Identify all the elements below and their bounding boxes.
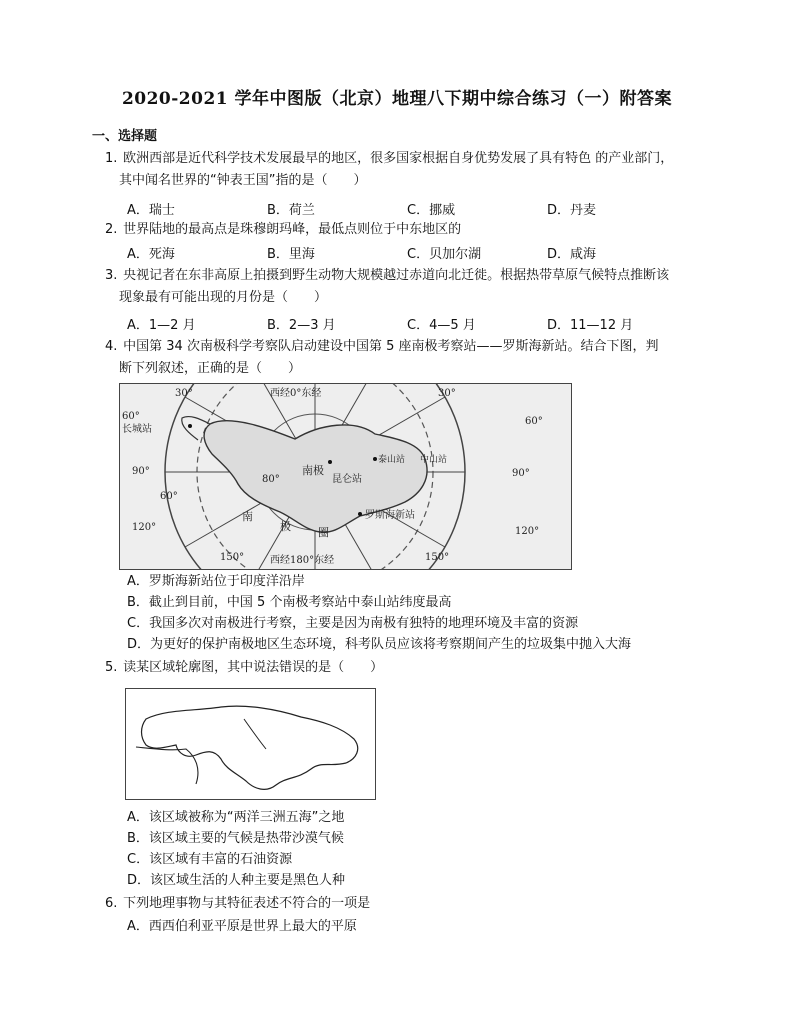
option[interactable]: D．该区域生活的人种主要是黑色人种 [127, 873, 346, 888]
question-text: 央视记者在东非高原上拍摄到野生动物大规模越过赤道向北迁徙。根据热带草原气候特点推断该 [123, 268, 670, 283]
circle-label: 圈 [318, 526, 329, 539]
question-number: 1. [105, 151, 118, 166]
question-text-cont: 断下列叙述，正确的是（ ） [119, 361, 302, 376]
option[interactable]: D．咸海 [547, 247, 597, 262]
option[interactable]: A．1—2 月 [127, 318, 196, 333]
option[interactable]: B．截止到目前，中国 5 个南极考察站中泰山站纬度最高 [127, 595, 452, 610]
question-text: 欧洲西部是近代科学技术发展最早的地区，很多国家根据自身优势发展了具有特色 的产业部门， [123, 151, 674, 166]
option[interactable]: C．该区域有丰富的石油资源 [127, 852, 293, 867]
question-number: 5. [105, 660, 118, 675]
option[interactable]: A．该区域被称为“两洋三洲五海”之地 [127, 810, 345, 825]
question-3 [105, 265, 715, 309]
option[interactable]: A．西西伯利亚平原是世界上最大的平原 [127, 919, 357, 934]
circle-label: 极 [280, 520, 291, 533]
option[interactable]: D．为更好的保护南极地区生态环境，科考队员应该将考察期间产生的垃圾集中抛入大海 [127, 637, 632, 652]
longitude-label: 90° [512, 468, 530, 479]
longitude-label: 30° [438, 388, 456, 399]
longitude-label: 60° [160, 491, 178, 502]
latitude-label: 80° [262, 474, 280, 485]
question-text-cont: 其中闻名世界的“钟表王国”指的是（ ） [119, 173, 367, 188]
station-dot [188, 424, 192, 428]
option[interactable]: C．挪威 [407, 203, 456, 218]
station-dot [328, 460, 332, 464]
question-2 [105, 219, 715, 241]
option[interactable]: B．2—3 月 [267, 318, 336, 333]
station-label: 昆仑站 [332, 474, 362, 485]
station-label: 泰山站 [378, 455, 406, 465]
options-3 [127, 314, 687, 334]
options-6 [127, 916, 357, 937]
question-text-cont: 现象最有可能出现的月份是（ ） [119, 290, 328, 305]
option[interactable]: B．该区域主要的气候是热带沙漠气候 [127, 831, 344, 846]
question-text: 世界陆地的最高点是珠穆朗玛峰，最低点则位于中东地区的 [123, 222, 462, 237]
option[interactable]: C．贝加尔湖 [407, 247, 482, 262]
option[interactable]: A．罗斯海新站位于印度洋沿岸 [127, 574, 305, 589]
question-number: 2. [105, 222, 118, 237]
question-text: 下列地理事物与其特征表述不符合的一项是 [123, 896, 371, 911]
longitude-label: 30° [175, 388, 193, 399]
region-outline [142, 706, 358, 789]
station-dot [358, 512, 362, 516]
longitude-label: 60° [525, 416, 543, 427]
longitude-label: 150° [220, 552, 245, 563]
option[interactable]: B．荷兰 [267, 203, 315, 218]
options-4 [127, 571, 631, 655]
page-title: 2020-2021 学年中图版（北京）地理八下期中综合练习（一）附答案 [121, 89, 673, 109]
question-5 [105, 657, 715, 679]
options-1 [127, 199, 687, 219]
region-outline-figure [125, 688, 376, 800]
question-1 [105, 148, 715, 192]
question-number: 6. [105, 896, 118, 911]
question-number: 4. [105, 339, 118, 354]
options-5 [127, 807, 345, 891]
station-label: 中山站 [420, 455, 448, 465]
station-label: 罗斯海新站 [365, 510, 415, 521]
map-top-label: 西经0°东经 [270, 388, 322, 399]
option[interactable]: D．11—12 月 [547, 318, 634, 333]
pole-label: 南极 [302, 464, 324, 477]
question-text: 读某区域轮廓图，其中说法错误的是（ ） [123, 660, 384, 675]
antarctic-map-figure [119, 383, 572, 570]
map-bottom-label: 西经180°东经 [270, 555, 335, 566]
longitude-label: 120° [132, 522, 157, 533]
options-2 [127, 243, 687, 263]
question-4 [105, 336, 715, 380]
circle-label: 南 [242, 510, 253, 523]
station-dot [373, 457, 377, 461]
longitude-label: 120° [515, 526, 540, 537]
option[interactable]: A．死海 [127, 247, 175, 262]
option[interactable]: C．我国多次对南极进行考察，主要是因为南极有独特的地理环境及丰富的资源 [127, 616, 579, 631]
longitude-label: 150° [425, 552, 450, 563]
station-label: 长城站 [122, 424, 152, 435]
option[interactable]: D．丹麦 [547, 203, 597, 218]
option[interactable]: C．4—5 月 [407, 318, 476, 333]
question-6 [105, 893, 715, 915]
option[interactable]: A．瑞士 [127, 203, 175, 218]
antarctic-map [120, 384, 571, 569]
latitude-label: 60° [122, 411, 140, 422]
longitude-label: 90° [132, 466, 150, 477]
question-number: 3. [105, 268, 118, 283]
region-outline-map [126, 689, 375, 799]
section-heading: 一、选择题 [92, 129, 158, 144]
option[interactable]: B．里海 [267, 247, 315, 262]
question-text: 中国第 34 次南极科学考察队启动建设中国第 5 座南极考察站——罗斯海新站。结合下图，判 [123, 339, 659, 354]
